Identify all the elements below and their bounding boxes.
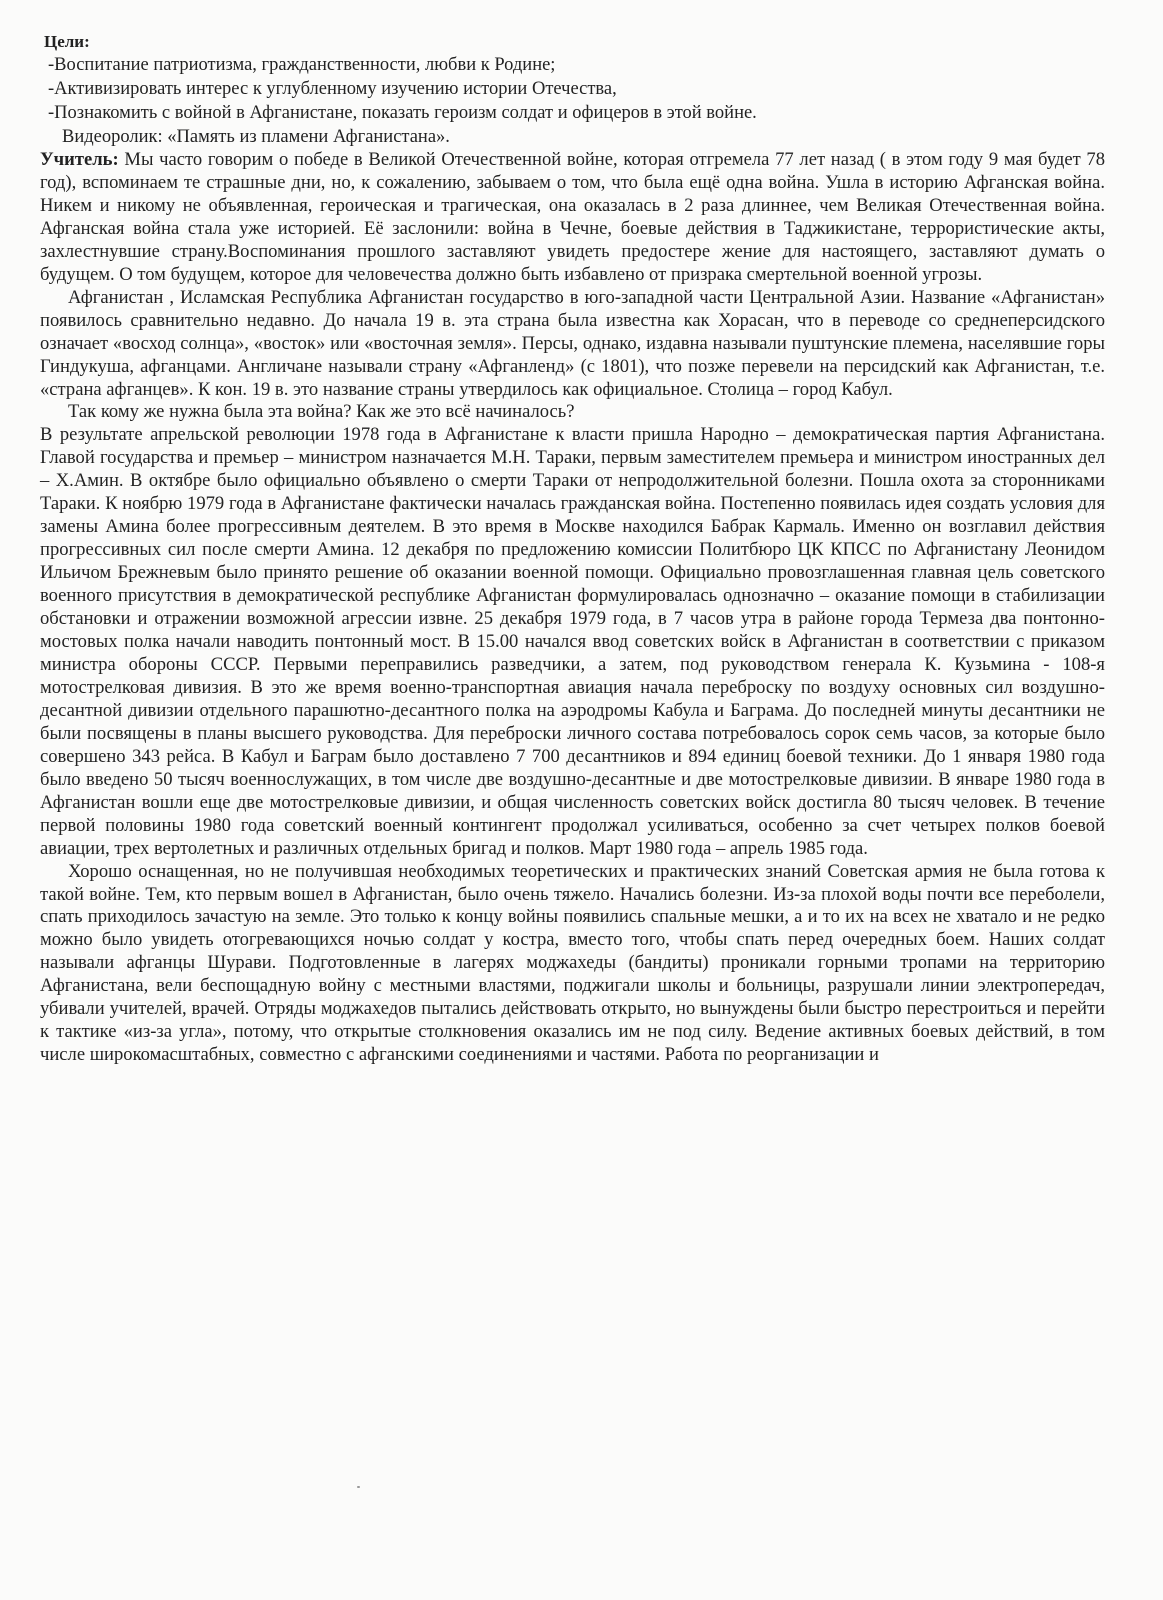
goals-title: Цели: xyxy=(44,32,90,51)
goal-item: -Воспитание патриотизма, гражданственности, любви к Родине; xyxy=(48,55,556,75)
teacher-paragraph xyxy=(40,149,1105,287)
paragraph-afghanistan: Афганистан , Исламская Республика Афганистан государство в юго-западной части Центральной Азии. Название «Афганистан» появилось сравнительно недавно. До начала 19 в. эта страна была известна как Хорасан, что в переводе со среднеперсидского означает «восход солнца», «восток» или «восточная земля». Персы, однако, издавна называли пуштунские племена, населявшие горы Гиндукуша, афганцами. Англичане называли страну «Афганленд» (с 1801), что позже перевели на персидский как Афганистан, т.е. «страна афганцев». К кон. 19 в. это название страны утвердилось как официальное. Столица – город Кабул. xyxy=(40,286,1105,400)
teacher-label: Учитель: xyxy=(40,149,119,170)
video-line: Видеоролик: «Память из пламени Афганистана». xyxy=(62,127,450,147)
goal-item: -Познакомить с войной в Афганистане, показать героизм солдат и офицеров в этой войне. xyxy=(48,103,757,123)
goal-item: -Активизировать интерес к углубленному изучению истории Отечества, xyxy=(48,79,617,99)
scan-speck xyxy=(357,1486,360,1488)
teacher-text: Мы часто говорим о победе в Великой Отечественной войне, которая отгремела 77 лет назад ( в этом году 9 мая будет 78 год), вспоминаем те страшные дни, но, к сожалению, забываем о том, что была ещё одна война. Ушла в историю Афганская война. Никем и никому не объявленная, героическая и трагическая, она оказалась в 2 раза длиннее, чем Великая Отечественная война. Афганская война стала уже историей. Её заслонили: война в Чечне, боевые действия в Таджикистане, террористические акты, захлестнувшие страну.Воспоминания прошлого заставляют увидеть предостере жение для настоящего, заставляют думать о будущем. О том будущем, которое для человечества должно быть избавлено от призрака смертельной военной угрозы. xyxy=(40,149,1105,285)
question-line: Так кому же нужна была эта война? Как же это всё начиналось? xyxy=(68,401,575,423)
paragraph-army: Хорошо оснащенная, но не получившая необходимых теоретических и практических знаний Советская армия не была готова к такой войне. Тем, кто первым вошел в Афганистан, было очень тяжело. Начались болезни. Из-за плохой воды почти все переболели, спать приходилось зачастую на земле. Это только к концу войны появились спальные мешки, а и то их на всех не хватало и не редко можно было увидеть отогревающихся ночью солдат у костра, вместо того, чтобы спать перед очередных боем. Наших солдат называли афганцы Шурави. Подготовленные в лагерях моджахеды (бандиты) проникали горными тропами на территорию Афганистана, вели беспощадную войну с местными властями, поджигали школы и больницы, разрушали линии электропередач, убивали учителей, врачей. Отряды моджахедов пытались действовать открыто, но вынуждены были быстро перестроиться и перейти к тактике «из-за угла», потому, что открытые столкновения оказались им не под силу. Ведение активных боевых действий, в том числе широкомасштабных, совместно с афганскими соединениями и частями. Работа по реорганизации и xyxy=(40,860,1105,1066)
paragraph-history: В результате апрельской революции 1978 года в Афганистане к власти пришла Народно – демократическая партия Афганистана. Главой государства и премьер – министром назначается М.Н. Тараки, первым заместителем премьера и министром иностранных дел – Х.Амин. В октябре было официально объявлено о смерти Тараки от непродолжительной болезни. Пошла охота за сторонниками Тараки. К ноябрю 1979 года в Афганистане фактически началась гражданская война. Постепенно появилась идея создать условия для замены Амина более прогрессивным деятелем. В это время в Москве находился Бабрак Кармаль. Именно он возглавил действия прогрессивных сил после смерти Амина. 12 декабря по предложению комиссии Политбюро ЦК КПСС по Афганистану Леонидом Ильичом Брежневым было принято решение об оказании военной помощи. Официально провозглашенная главная цель советского военного присутствия в демократической республике Афганистан формулировалась однозначно – оказание помощи в стабилизации обстановки и отражении возможной агрессии извне. 25 декабря 1979 года, в 7 часов утра в районе города Термеза два понтонно-мостовых полка начали наводить понтонный мост. В 15.00 начался ввод советских войск в Афганистан в соответствии с приказом министра обороны СССР. Первыми переправились разведчики, а затем, под руководством генерала К. Кузьмина - 108-я мотострелковая дивизия. В это же время военно-транспортная авиация начала переброску по воздуху основных сил воздушно-десантной дивизии отдельного парашютно-десантного полка на аэродромы Кабула и Баграма. До последней минуты десантники не были посвящены в планы высшего руководства. Для переброски личного состава потребовалось сорок семь часов, за которые было совершено 343 рейса. В Кабул и Баграм было доставлено 7 700 десантников и 894 единиц боевой техники. До 1 января 1980 года было введено 50 тысяч военнослужащих, в том числе две воздушно-десантные и две мотострелковые дивизии. В январе 1980 года в Афганистан вошли еще две мотострелковые дивизии, и общая численность советских войск достигла 80 тысяч человек. В течение первой половины 1980 года советский военный контингент продолжал усиливаться, особенно за счет четырех полков боевой авиации, трех вертолетных и различных отдельных бригад и полков. Март 1980 года – апрель 1985 года. xyxy=(40,424,1105,859)
